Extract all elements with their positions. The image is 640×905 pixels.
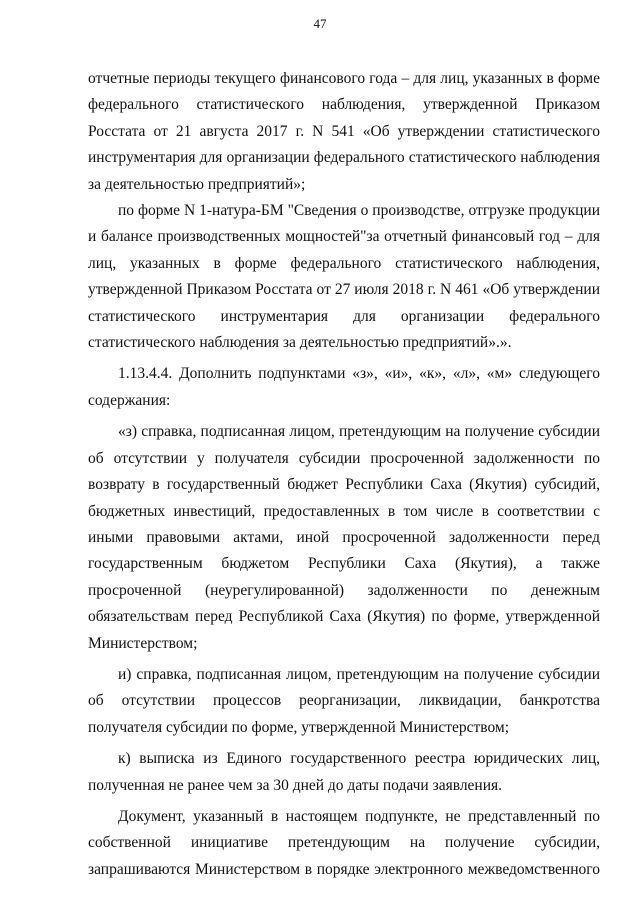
paragraph-subclause-z: «з) справка, подписанная лицом, претендующим на получение субсидии об отсутствии у получателя субсидии просроченной задолженности по возврату в государственный бюджет Республики Саха (Якутия) субсидий, бюджетных инвестиций, предоставленных в том числе в соответствии с иными правовыми актами, иной просроченной задолженности перед государственным бюджетом Республики Саха (Якутия), а также просроченной (неурегулированной) задолженности по денежным обязательствам перед Республикой Саха (Якутия) по форме, утвержденной Министерством; (88, 423, 600, 652)
document-body (88, 66, 600, 883)
paragraph-reporting-periods: отчетные периоды текущего финансового года – для лиц, указанных в форме федерального статистического наблюдения, утвержденной Приказом Росстата от 21 августа 2017 г. N 541 «Об утверждении статистического инструментария для организации федерального статистического наблюдения за деятельностью предприятий»; (88, 70, 600, 193)
paragraph-subclause-i: и) справка, подписанная лицом, претендующим на получение субсидии об отсутствии процессов реорганизации, ликвидации, банкротства получателя субсидии по форме, утвержденной Министерством; (88, 665, 600, 736)
paragraph-document-request: Документ, указанный в настоящем подпункте, не представленный по собственной инициативе претендующим на получение субсидии, запрашиваются Министерством в порядке электронного межведомственного (88, 807, 600, 878)
paragraph-subclause-k: к) выписка из Единого государственного реестра юридических лиц, полученная не ранее чем за 30 дней до даты подачи заявления. (88, 750, 600, 794)
paragraph-form-1-natura-bm: по форме N 1-натура-БМ "Сведения о производстве, отгрузке продукции и балансе производственных мощностей"за отчетный финансовый год – для лиц, указанных в форме федерального статистического наблюдения, утвержденной Приказом Росстата от 27 июля 2018 г. N 461 «Об утверждении статистического инструментария для организации федерального статистического наблюдения за деятельностью предприятий».». (88, 202, 600, 352)
page-number: 47 (313, 16, 327, 31)
paragraph-clause-1-13-4-4: 1.13.4.4. Дополнить подпунктами «з», «и», «к», «л», «м» следующего содержания: (88, 365, 600, 409)
